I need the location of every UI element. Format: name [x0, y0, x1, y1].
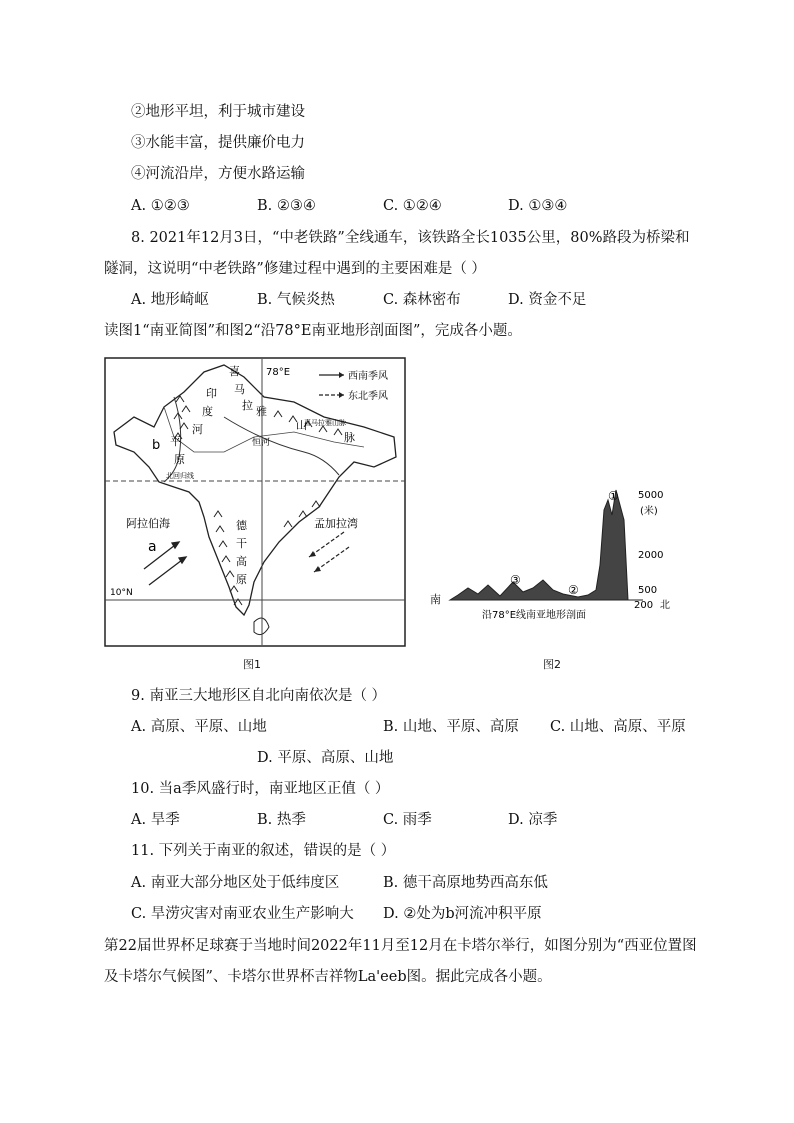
q7-option-a[interactable]: A. ①②③	[131, 198, 190, 214]
mark-1: ①	[608, 489, 619, 503]
mark-2: ②	[568, 583, 579, 597]
deccan-char-3: 高	[236, 555, 247, 568]
figure-1-caption: 图1	[243, 658, 261, 671]
q11-option-d[interactable]: D. ②处为b河流冲积平原	[383, 906, 542, 922]
q11-option-c[interactable]: C. 旱涝灾害对南亚农业生产影响大	[131, 906, 354, 922]
q8-option-a[interactable]: A. 地形崎岖	[131, 292, 209, 308]
deccan-char-2: 干	[236, 537, 247, 550]
mountain-char-5: 山	[296, 419, 307, 432]
statement-4: ④河流沿岸，方便水路运输	[131, 166, 305, 182]
tropic-label: 北回归线	[166, 472, 194, 480]
profile-shape	[450, 490, 628, 600]
mountain-char-2: 马	[234, 383, 245, 396]
deccan-char-4: 原	[236, 573, 247, 586]
y-tick-500: 500	[638, 585, 658, 596]
q7-option-d[interactable]: D. ①③④	[508, 198, 568, 214]
question-8-line1: 8. 2021年12月3日，“中老铁路”全线通车，该铁路全长1035公里，80%路段为桥梁和	[131, 230, 690, 246]
q9-option-c[interactable]: C. 山地、高原、平原	[550, 719, 686, 735]
q7-option-c[interactable]: C. ①②④	[383, 198, 442, 214]
profile-title: 沿78°E线南亚地形剖面	[482, 610, 587, 621]
indus-plain-char-4: 平	[170, 435, 181, 448]
question-9: 9. 南亚三大地形区自北向南依次是（ ）	[131, 688, 387, 704]
q11-option-b[interactable]: B. 德干高原地势西高东低	[383, 875, 548, 891]
north-label: 北	[660, 600, 670, 611]
mountain-char-3: 拉	[242, 399, 253, 412]
q8-option-b[interactable]: B. 气候炎热	[257, 292, 335, 308]
world-cup-intro-line2: 及卡塔尔气候图”、卡塔尔世界杯吉祥物La'eeb图。据此完成各小题。	[104, 969, 552, 985]
ganges-char: 恒河	[252, 438, 271, 448]
statement-2: ②地形平坦，利于城市建设	[131, 104, 305, 120]
q9-option-d[interactable]: D. 平原、高原、山地	[257, 750, 394, 766]
q8-option-d[interactable]: D. 资金不足	[508, 292, 587, 308]
meridian-label: 78°E	[266, 367, 291, 378]
q9-option-b[interactable]: B. 山地、平原、高原	[383, 719, 519, 735]
statement-3: ③水能丰富，提供廉价电力	[131, 135, 305, 151]
terrain-profile	[428, 470, 690, 630]
mountain-char-4: 雅	[256, 405, 267, 418]
legend-northeast-monsoon: 东北季风	[348, 391, 388, 402]
question-8-line2: 隧洞，这说明“中老铁路”修建过程中遇到的主要困难是（ ）	[104, 261, 486, 277]
q10-option-d[interactable]: D. 凉季	[508, 812, 558, 828]
question-10: 10. 当a季风盛行时，南亚地区正值（ ）	[131, 781, 390, 797]
question-11: 11. 下列关于南亚的叙述，错误的是（ ）	[131, 843, 396, 859]
q9-option-a[interactable]: A. 高原、平原、山地	[131, 719, 267, 735]
himalaya-label: 喜马拉雅山脉	[304, 419, 346, 427]
latitude-label: 10°N	[110, 588, 133, 598]
mountain-char-6: 脉	[344, 431, 355, 444]
q7-option-b[interactable]: B. ②③④	[257, 198, 316, 214]
y-tick-5000: 5000	[638, 490, 664, 501]
indus-plain-char-3: 河	[192, 423, 203, 436]
mountain-char-1: 喜	[229, 365, 240, 378]
south-asia-map	[104, 357, 406, 647]
q10-option-a[interactable]: A. 旱季	[131, 812, 180, 828]
world-cup-intro-line1: 第22届世界杯足球赛于当地时间2022年11月至12月在卡塔尔举行，如图分别为“西亚位置图	[104, 938, 697, 954]
label-b: b	[152, 438, 161, 453]
arabian-sea-label: 阿拉伯海	[126, 517, 170, 530]
q10-option-b[interactable]: B. 热季	[257, 812, 306, 828]
indus-plain-char-5: 原	[174, 453, 185, 466]
bay-of-bengal-label: 孟加拉湾	[314, 517, 358, 530]
y-tick-2000: 2000	[638, 550, 664, 561]
label-a: a	[148, 539, 157, 555]
q11-option-a[interactable]: A. 南亚大部分地区处于低纬度区	[131, 875, 340, 891]
q10-option-c[interactable]: C. 雨季	[383, 812, 432, 828]
legend-southwest-monsoon: 西南季风	[348, 371, 388, 382]
figure-intro: 读图1“南亚简图”和图2“沿78°E南亚地形剖面图”，完成各小题。	[104, 323, 522, 339]
y-tick-200: 200	[634, 600, 654, 611]
indus-plain-char-2: 度	[202, 405, 213, 418]
q8-option-c[interactable]: C. 森林密布	[383, 292, 461, 308]
y-unit: (米)	[640, 506, 658, 517]
indus-plain-char-1: 印	[206, 387, 217, 400]
figure-2-caption: 图2	[543, 658, 561, 671]
south-label: 南	[430, 593, 441, 606]
deccan-char-1: 德	[236, 519, 247, 532]
mark-3: ③	[510, 573, 521, 587]
